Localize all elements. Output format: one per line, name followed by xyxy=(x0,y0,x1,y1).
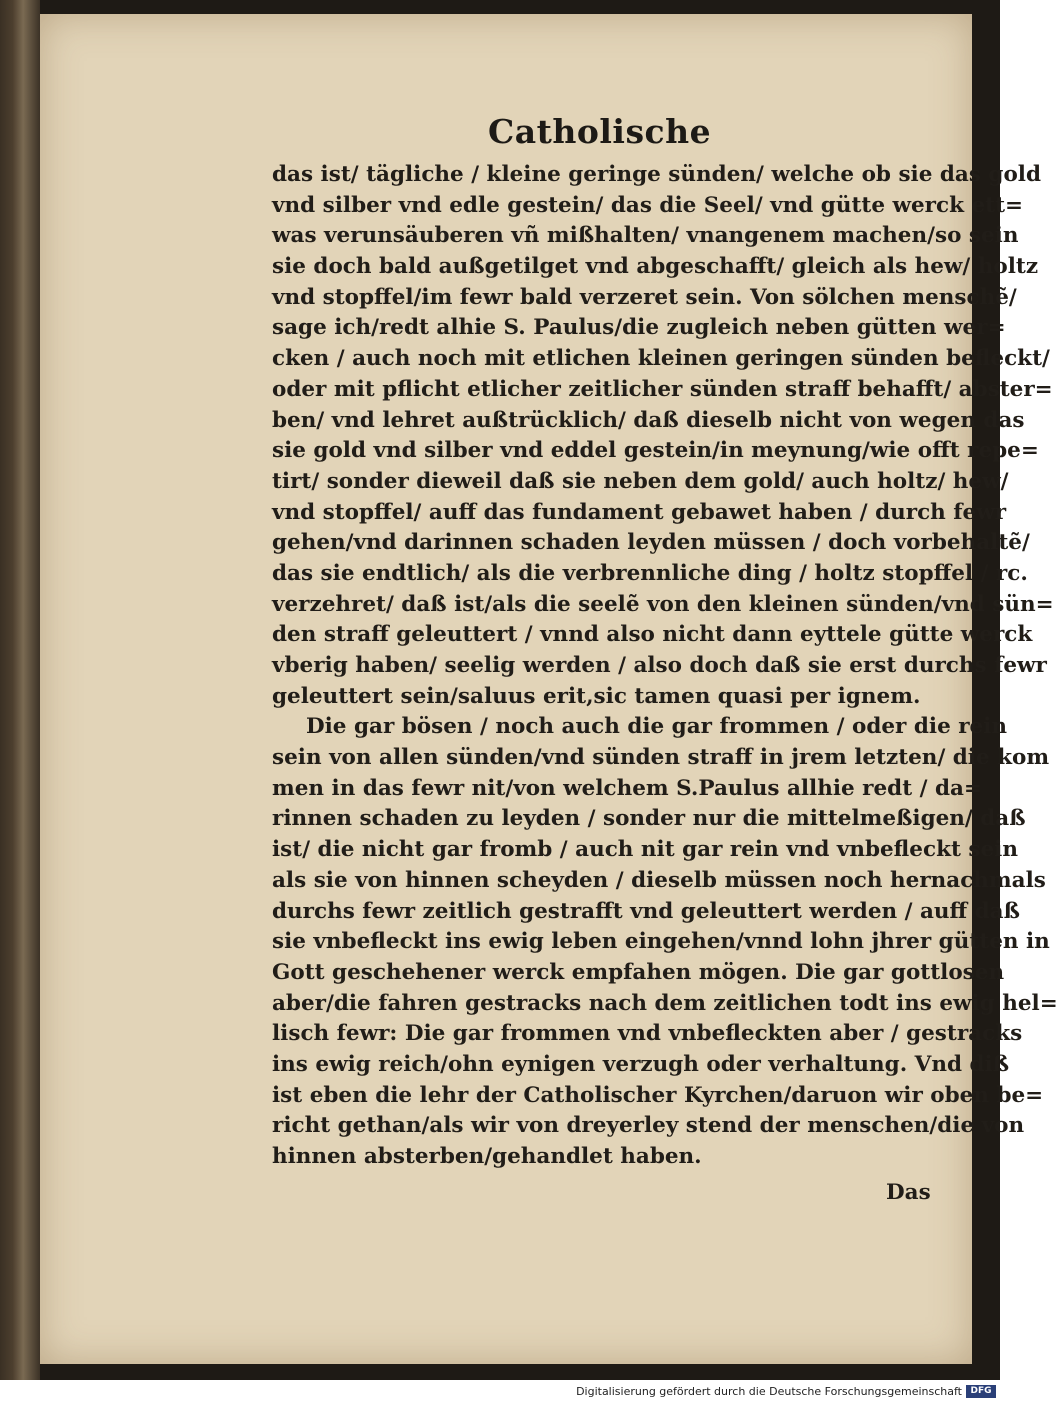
text-line: oder mit pflicht etlicher zeitlicher sünden straff behafft/ abster= xyxy=(272,376,1053,402)
text-line: sie doch bald außgetilget vnd abgeschafft/ gleich als hew/ holtz xyxy=(272,254,1039,280)
text-line: rinnen schaden zu leyden / sonder nur die mittelmeßigen/ daß xyxy=(272,806,1026,832)
text-line: vberig haben/ seelig werden / also doch daß sie erst durchs fewr xyxy=(272,653,1047,678)
text-line: sage ich/redt alhie S. Paulus/die zugleich neben gütten wer= xyxy=(272,315,1006,341)
text-line: Gott geschehener werck empfahen mögen. Die gar gottlosen xyxy=(272,959,1005,985)
text-line: lisch fewr: Die gar frommen vnd vnbefleckten aber / gestracks xyxy=(272,1021,1023,1047)
text-line: verzehret/ daß ist/als die seelẽ von den kleinen sünden/vnd sün= xyxy=(272,591,1054,617)
text-line: als sie von hinnen scheyden / dieselb müssen noch hernachmals xyxy=(272,867,1046,893)
text-line: sie gold vnd silber vnd eddel gestein/in meynung/wie offt repe= xyxy=(272,438,1039,464)
text-line: geleuttert sein/saluus erit,sic tamen quasi per ignem. xyxy=(272,683,921,709)
text-line: vnd stopffel/ auff das fundament gebawet haben / durch fewr xyxy=(272,499,1007,525)
text-line: ist/ die nicht gar fromb / auch nit gar rein vnd vnbefleckt sein xyxy=(272,837,1018,863)
text-line: sie vnbefleckt ins ewig leben eingehen/vnnd lohn jhrer gütten in xyxy=(272,929,1050,955)
text-line: ben/ vnd lehret außtrücklich/ daß dieselb nicht von wegen das xyxy=(272,407,1025,433)
text-line: cken / auch noch mit etlichen kleinen geringen sünden befleckt/ xyxy=(272,346,1050,372)
text-line: men in das fewr nit/von welchem S.Paulus allhie redt / da= xyxy=(272,775,982,801)
footer-bar xyxy=(0,1380,1000,1404)
text-line: das sie endtlich/ als die verbrennliche ding / holtz stopffel / rc. xyxy=(272,560,1028,586)
text-line: was verunsäuberen vñ mißhalten/ vnangenem machen/so sein xyxy=(272,223,1019,249)
text-line: sein von allen sünden/vnd sünden straff in jrem letzten/ die kom xyxy=(272,745,1050,771)
text-line: das ist/ tägliche / kleine geringe sünden/ welche ob sie das gold xyxy=(272,162,1042,187)
text-line: gehen/vnd darinnen schaden leyden müssen / doch vorbehaltẽ/ xyxy=(272,530,1030,556)
text-line: Die gar bösen / noch auch die gar frommen / oder die rein xyxy=(306,714,1008,740)
funding-credit: Digitalisierung gefördert durch die Deutsche Forschungsgemeinschaft xyxy=(576,1385,962,1398)
text-line: hinnen absterben/gehandlet haben. xyxy=(272,1144,702,1169)
text-line: vnd silber vnd edle gestein/ das die Seel/ vnd gütte werck ett= xyxy=(272,192,1024,218)
book-spine xyxy=(0,0,40,1380)
text-line: ist eben die lehr der Catholischer Kyrchen/daruon wir oben be= xyxy=(272,1082,1044,1108)
text-line: tirt/ sonder dieweil daß sie neben dem gold/ auch holtz/ hew/ xyxy=(272,468,1009,494)
body-text xyxy=(272,160,1058,1173)
running-header: Catholische xyxy=(488,112,712,151)
text-line: den straff geleuttert / vnnd also nicht dann eyttele gütte werck xyxy=(272,622,1033,648)
catchword: Das xyxy=(886,1180,931,1205)
text-line: aber/die fahren gestracks nach dem zeitlichen todt ins ewig hel= xyxy=(272,990,1058,1016)
text-line: ins ewig reich/ohn eynigen verzugh oder verhaltung. Vnd diß xyxy=(272,1051,1010,1077)
dfg-logo-icon: DFG xyxy=(966,1385,996,1398)
text-line: vnd stopffel/im fewr bald verzeret sein. Von sölchen menschẽ/ xyxy=(272,284,1017,310)
text-line: durchs fewr zeitlich gestrafft vnd geleuttert werden / auff daß xyxy=(272,898,1020,924)
text-line: richt gethan/als wir von dreyerley stend der menschen/die von xyxy=(272,1113,1025,1139)
spine-edge xyxy=(12,0,40,1380)
